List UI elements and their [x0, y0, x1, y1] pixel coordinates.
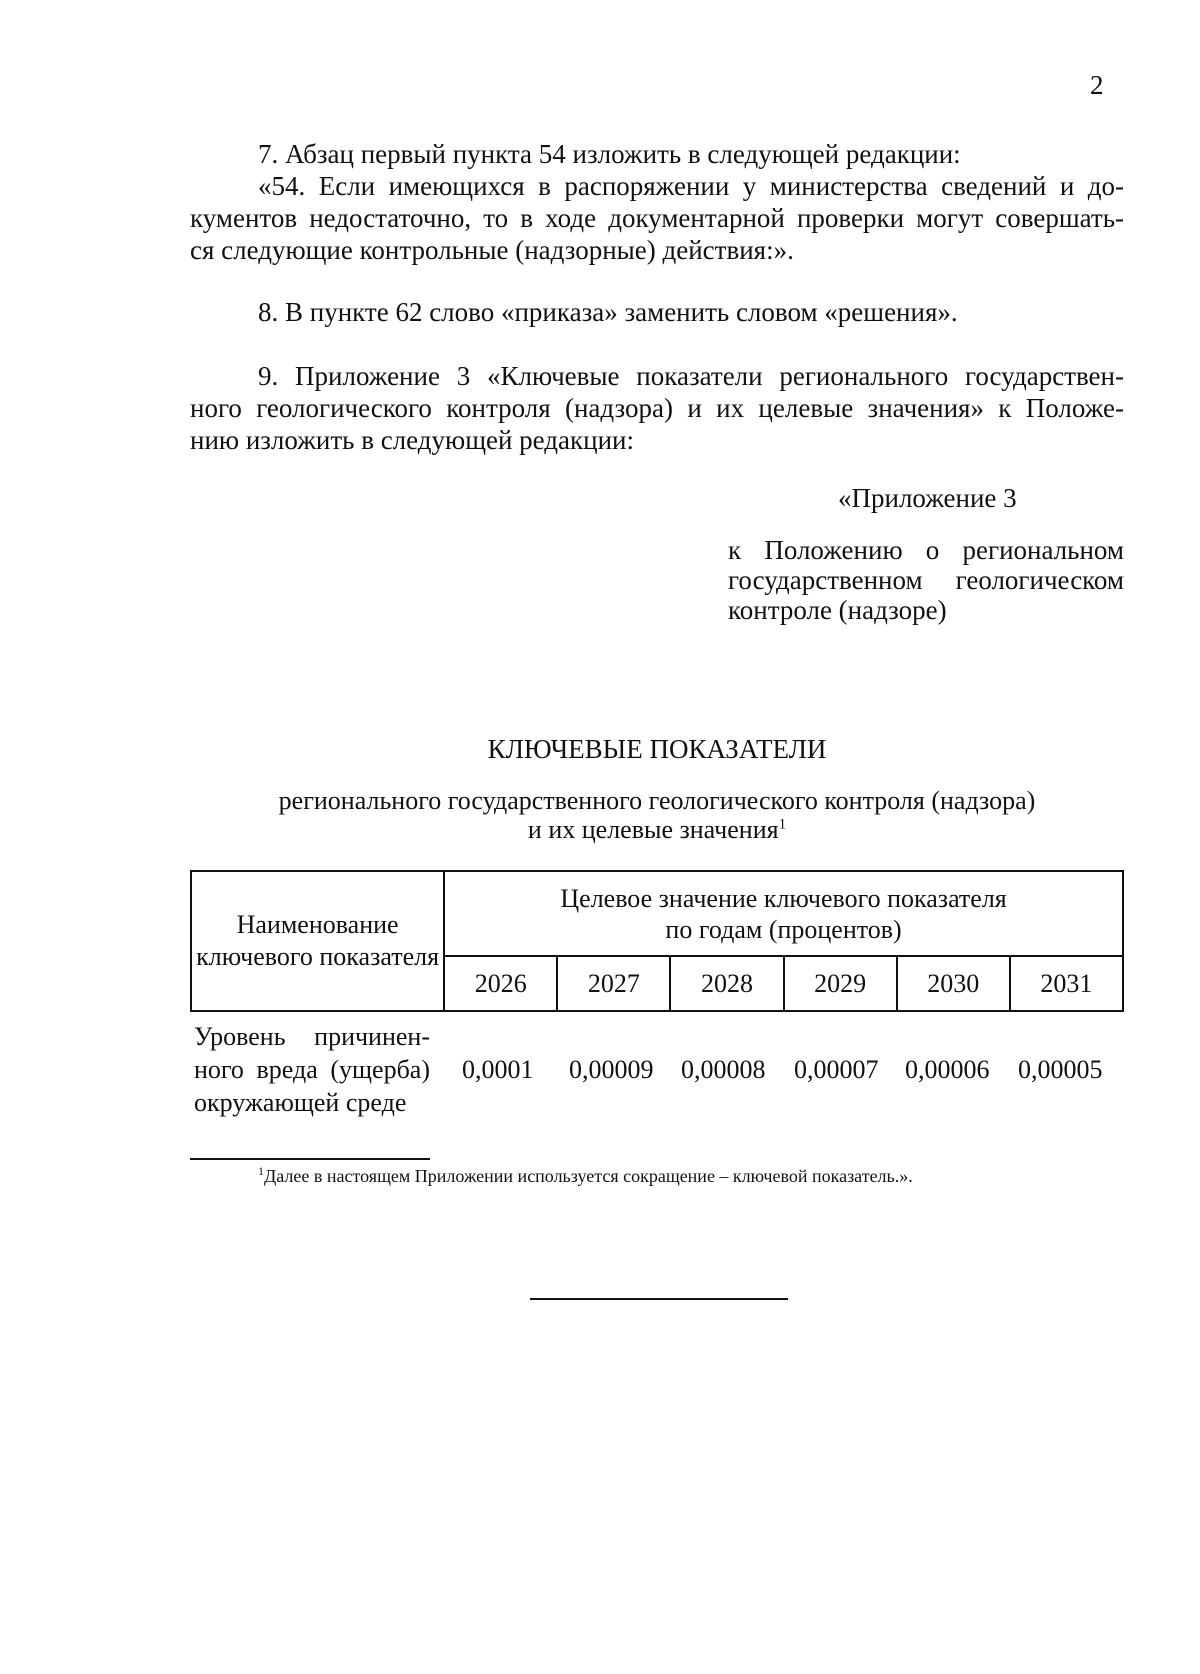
table-header-row	[191, 871, 1123, 956]
end-divider	[530, 1298, 788, 1300]
row-value-2031: 0,00005	[1018, 1055, 1103, 1084]
footnote-divider	[190, 1158, 430, 1160]
subtitle-line-2: и их целевые значения	[527, 815, 779, 844]
row-label-line-1: Уровень причинен-	[194, 1022, 430, 1051]
footnote-mark: 1	[258, 1164, 264, 1178]
row-label-line-3: окружающей среде	[194, 1088, 407, 1117]
paragraph-7-line-2: «54. Если имеющихся в распоряжении у министерства сведений и до-	[258, 171, 1124, 201]
footnote	[258, 1166, 913, 1187]
appendix-ref-line-1: к Положению о региональном	[728, 535, 1124, 565]
row-value-2028: 0,00008	[681, 1055, 766, 1084]
row-value-2027: 0,00009	[569, 1055, 654, 1084]
subtitle-line-1: регионального государственного геологического контроля (надзора)	[278, 786, 1036, 815]
header-year: 2031	[1010, 956, 1123, 1011]
paragraph-7	[190, 138, 1124, 266]
header-target-line-2: по годам (процентов)	[665, 914, 902, 944]
header-year: 2027	[557, 956, 670, 1011]
row-value-2029: 0,00007	[794, 1055, 879, 1084]
page-number: 2	[1090, 70, 1104, 100]
row-indicator-name	[194, 1020, 430, 1119]
header-target-value	[444, 871, 1123, 956]
appendix-label: «Приложение 3	[838, 483, 1017, 513]
row-label-line-2: ного вреда (ущерба)	[194, 1055, 430, 1084]
paragraph-7-line-4: ся следующие контрольные (надзорные) действия:».	[190, 235, 794, 265]
appendix-ref-line-2: государственном геологическом	[728, 565, 1124, 595]
paragraph-9-line-1: 9. Приложение 3 «Ключевые показатели регионального государствен-	[258, 361, 1124, 391]
document-subtitle	[190, 786, 1124, 844]
footnote-text: Далее в настоящем Приложении используется сокращение – ключевой показатель.».	[264, 1166, 913, 1186]
row-value-2030: 0,00006	[905, 1055, 990, 1084]
header-year: 2030	[897, 956, 1010, 1011]
appendix-reference	[728, 535, 1124, 625]
table-row	[194, 1020, 1128, 1120]
document-title: КЛЮЧЕВЫЕ ПОКАЗАТЕЛИ	[487, 734, 827, 764]
key-indicators-table	[190, 870, 1124, 1012]
header-year: 2026	[444, 956, 557, 1011]
paragraph-7-line-1: 7. Абзац первый пункта 54 изложить в следующей редакции:	[258, 139, 961, 169]
header-year: 2028	[670, 956, 783, 1011]
appendix-ref-line-3: контроле (надзоре)	[728, 595, 947, 625]
header-indicator-name: Наименование ключевого показателя	[191, 871, 444, 1011]
subtitle-footnote-mark: 1	[778, 816, 787, 833]
paragraph-7-line-3: кументов недостаточно, то в ходе документарной проверки могут совершать-	[190, 203, 1124, 233]
row-value-2026: 0,0001	[462, 1055, 534, 1084]
header-year: 2029	[784, 956, 897, 1011]
paragraph-8	[190, 296, 1124, 328]
paragraph-9	[190, 360, 1124, 456]
header-target-line-1: Целевое значение ключевого показателя	[560, 883, 1007, 913]
paragraph-8-text: 8. В пункте 62 слово «приказа» заменить словом «решения».	[258, 297, 958, 327]
paragraph-9-line-3: нию изложить в следующей редакции:	[190, 425, 634, 455]
paragraph-9-line-2: ного геологического контроля (надзора) и их целевые значения» к Положе-	[190, 393, 1124, 423]
